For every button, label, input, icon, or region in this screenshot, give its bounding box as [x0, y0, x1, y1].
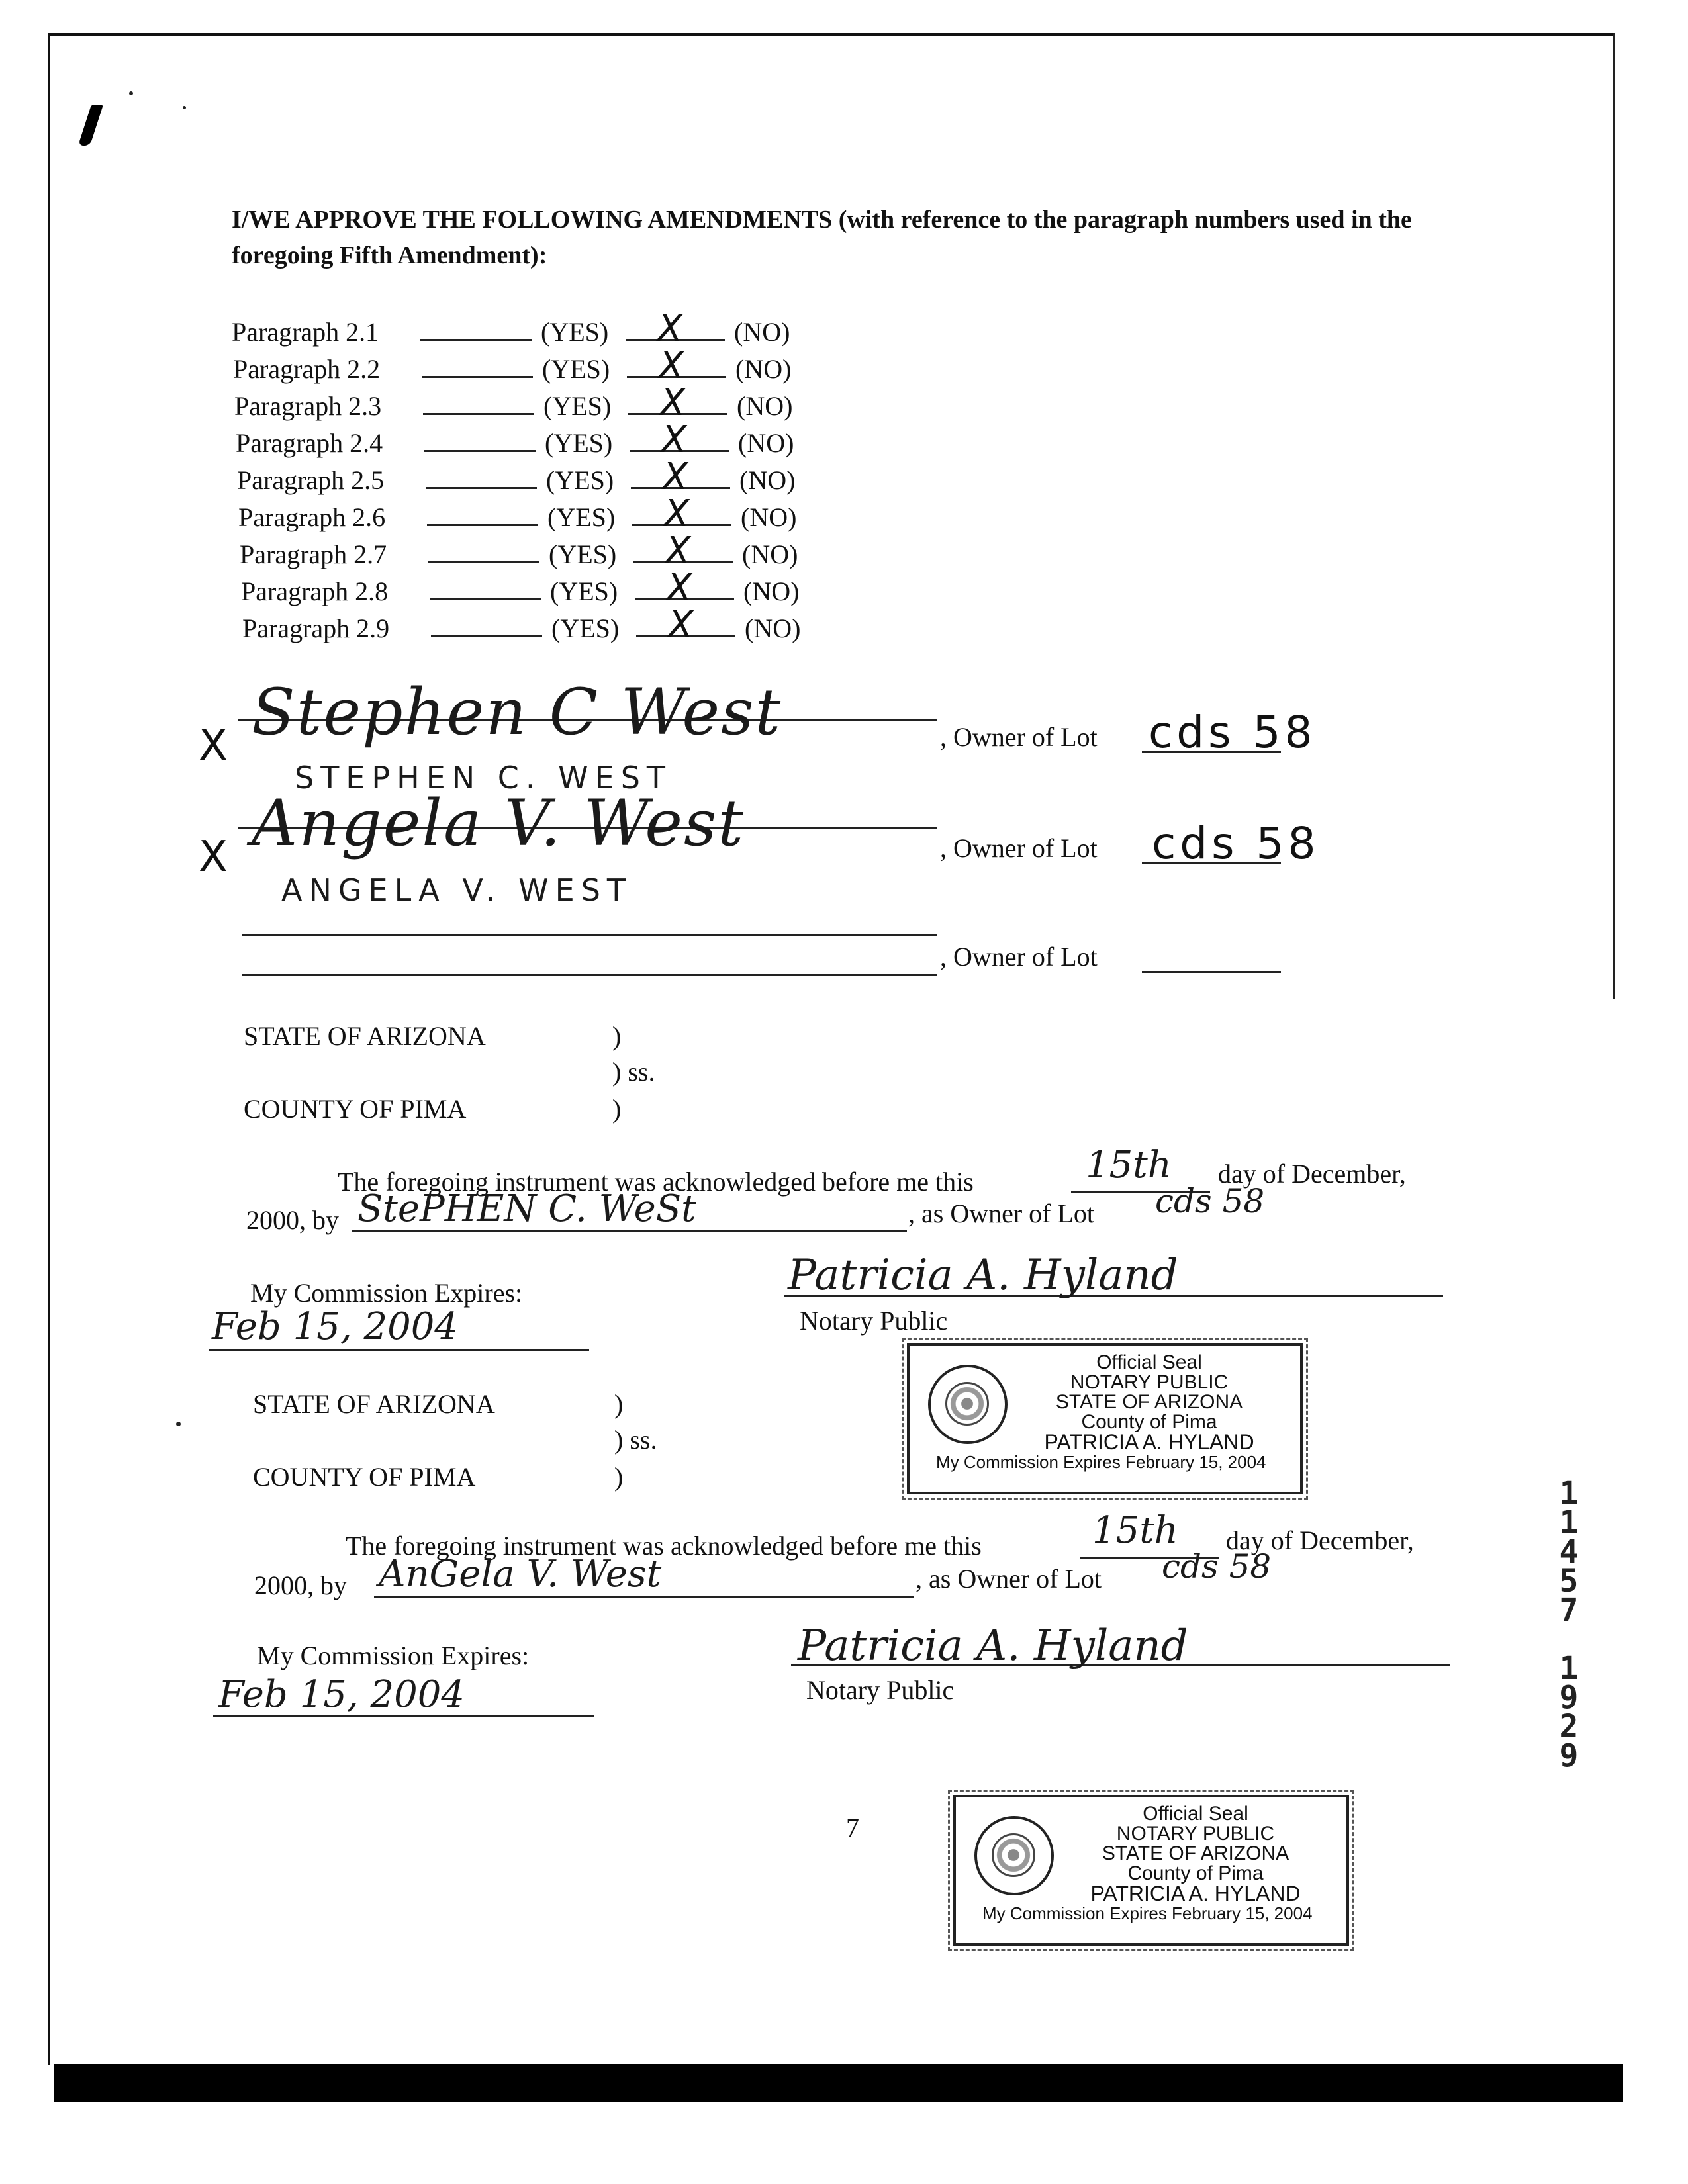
no-label: (NO) — [741, 502, 797, 532]
seal-name: PATRICIA A. HYLAND — [1044, 1430, 1254, 1454]
owner2-printed-name: ANGELA V. WEST — [281, 872, 632, 908]
margin-stamp-digit: 1 — [1559, 1475, 1579, 1512]
ack-as-owner: , as Owner of Lot — [915, 1564, 1102, 1594]
no-checkmark: X — [664, 492, 690, 535]
page-number: 7 — [846, 1813, 859, 1843]
signature-line-3a — [242, 934, 937, 936]
yes-blank — [423, 390, 534, 415]
ack-text: The foregoing instrument was acknowledged before me this — [346, 1531, 982, 1561]
ack2-lot: cds 58 — [1162, 1547, 1272, 1586]
venue-paren: ) — [612, 1094, 622, 1124]
arizona-seal-emblem — [974, 1816, 1054, 1895]
ack1-expires: Feb 15, 2004 — [212, 1305, 458, 1348]
seal-county: County of Pima — [1127, 1862, 1264, 1884]
no-label: (NO) — [743, 576, 800, 606]
notary-seal — [907, 1343, 1303, 1494]
page-border-top — [48, 33, 1615, 36]
seal-county: County of Pima — [1081, 1411, 1217, 1433]
yes-blank — [424, 428, 536, 452]
no-blank — [626, 307, 725, 350]
no-blank — [628, 381, 727, 424]
owner2-lot: cds 58 — [1152, 818, 1320, 869]
paragraph-label: Paragraph 2.4 — [236, 428, 383, 458]
venue-county: COUNTY OF PIMA — [253, 1462, 476, 1492]
scan-speck — [129, 91, 133, 95]
yes-label: (YES) — [549, 539, 617, 569]
yes-label: (YES) — [543, 391, 612, 421]
margin-stamp-digit: 1 — [1559, 1650, 1579, 1687]
venue-ss: ) ss. — [614, 1425, 657, 1455]
no-checkmark: X — [667, 567, 692, 610]
yes-blank — [420, 316, 532, 341]
notary-public-label: Notary Public — [800, 1306, 948, 1336]
page-border-left — [48, 33, 50, 2065]
owner2-signature: Angela V. West — [252, 786, 745, 860]
ack-text: The foregoing instrument was acknowledged before me this — [338, 1167, 974, 1197]
scan-bottom-bar — [54, 2064, 1623, 2102]
yes-blank — [428, 539, 539, 563]
seal-official: Official Seal — [1143, 1803, 1248, 1825]
ack1-notary-signature: Patricia A. Hyland — [788, 1251, 1178, 1300]
no-checkmark: X — [665, 529, 691, 572]
no-checkmark: X — [659, 344, 684, 387]
ack1-day: 15th — [1086, 1144, 1172, 1187]
no-blank — [633, 529, 733, 572]
yes-blank — [431, 613, 542, 637]
ack1-lot: cds 58 — [1155, 1182, 1265, 1220]
signature-line-3b — [242, 974, 937, 976]
scan-speck — [183, 106, 186, 109]
amendments-heading: I/WE APPROVE THE FOLLOWING AMENDMENTS (with reference to the paragraph numbers used in the foregoing Fifth Amendment): — [232, 206, 1412, 269]
margin-stamp-digit: 7 — [1559, 1592, 1579, 1629]
seal-notary: NOTARY PUBLIC — [1116, 1823, 1275, 1844]
yes-blank — [430, 576, 541, 600]
margin-stamp-number — [1556, 1475, 1582, 1774]
owner-of-lot-label: , Owner of Lot — [940, 942, 1098, 972]
yes-blank — [422, 353, 533, 378]
venue-county: COUNTY OF PIMA — [244, 1094, 467, 1124]
seal-expires: My Commission Expires February 15, 2004 — [982, 1903, 1313, 1923]
margin-stamp-digit: 2 — [1559, 1708, 1579, 1745]
notary-seal — [953, 1795, 1349, 1946]
paragraph-vote-row — [233, 344, 792, 390]
margin-stamp-digit: 4 — [1559, 1533, 1579, 1570]
no-blank — [631, 455, 730, 498]
paragraph-vote-row — [234, 381, 793, 428]
notary-public-label: Notary Public — [806, 1675, 955, 1705]
paragraph-label: Paragraph 2.1 — [232, 317, 379, 347]
scan-speck — [176, 1422, 181, 1426]
commission-label: My Commission Expires: — [257, 1641, 530, 1670]
seal-state: STATE OF ARIZONA — [1055, 1391, 1243, 1413]
yes-label: (YES) — [547, 502, 616, 532]
no-blank — [635, 567, 734, 610]
no-label: (NO) — [739, 465, 796, 495]
no-blank — [636, 604, 735, 647]
paragraph-label: Paragraph 2.6 — [238, 502, 386, 532]
expires-blank — [209, 1349, 589, 1351]
ack-month: day of December, — [1218, 1159, 1406, 1189]
commission-label: My Commission Expires: — [250, 1278, 523, 1308]
paragraph-label: Paragraph 2.5 — [237, 465, 385, 495]
yes-label: (YES) — [545, 428, 613, 458]
paragraph-vote-row — [236, 418, 794, 465]
paragraph-label: Paragraph 2.3 — [234, 391, 382, 421]
yes-label: (YES) — [550, 576, 618, 606]
no-label: (NO) — [738, 428, 794, 458]
venue-paren: ) — [612, 1021, 622, 1051]
signature-x-mark: X — [199, 721, 228, 770]
owner1-signature: Stephen C West — [252, 675, 782, 749]
margin-stamp-digit: 9 — [1559, 1679, 1579, 1716]
yes-blank — [427, 502, 538, 526]
paragraph-label: Paragraph 2.7 — [240, 539, 387, 569]
paragraph-vote-row — [242, 604, 801, 650]
ack2-notary-signature: Patricia A. Hyland — [798, 1621, 1188, 1670]
owner-of-lot-label: , Owner of Lot — [940, 833, 1098, 863]
seal-name: PATRICIA A. HYLAND — [1090, 1882, 1301, 1905]
seal-official: Official Seal — [1096, 1351, 1202, 1373]
no-blank — [630, 418, 729, 461]
ack1-by-name: StePHEN C. WeSt — [357, 1187, 696, 1230]
no-checkmark: X — [661, 418, 687, 461]
paragraph-vote-row — [232, 307, 790, 353]
yes-label: (YES) — [541, 317, 609, 347]
paragraph-label: Paragraph 2.8 — [241, 576, 389, 606]
paragraph-vote-row — [238, 492, 797, 539]
ack2-day: 15th — [1092, 1509, 1178, 1552]
scan-blot — [78, 105, 103, 146]
ack2-expires: Feb 15, 2004 — [218, 1673, 465, 1716]
yes-label: (YES) — [542, 354, 610, 384]
venue-paren: ) — [614, 1462, 624, 1492]
paragraph-vote-row — [237, 455, 796, 502]
no-checkmark: X — [663, 455, 688, 498]
owner1-printed-name: STEPHEN C. WEST — [295, 760, 672, 796]
no-checkmark: X — [657, 307, 683, 350]
arizona-seal-emblem — [928, 1365, 1008, 1444]
no-blank — [632, 492, 731, 535]
venue-state: STATE OF ARIZONA — [253, 1389, 495, 1419]
ack-month: day of December, — [1226, 1525, 1414, 1555]
lot-blank-3 — [1142, 971, 1281, 973]
yes-label: (YES) — [551, 614, 620, 643]
ack-as-owner: , as Owner of Lot — [908, 1199, 1095, 1228]
yes-label: (YES) — [546, 465, 614, 495]
venue-state: STATE OF ARIZONA — [244, 1021, 486, 1051]
no-checkmark: X — [660, 381, 686, 424]
paragraph-label: Paragraph 2.9 — [242, 614, 390, 643]
no-checkmark: X — [668, 604, 694, 647]
paragraph-vote-row — [241, 567, 800, 613]
by-name-blank — [374, 1596, 914, 1598]
no-label: (NO) — [737, 391, 793, 421]
seal-state: STATE OF ARIZONA — [1102, 1843, 1289, 1864]
yes-blank — [426, 465, 537, 489]
ack2-by-name: AnGela V. West — [379, 1553, 662, 1596]
venue-ss: ) ss. — [612, 1057, 655, 1087]
seal-expires: My Commission Expires February 15, 2004 — [936, 1452, 1266, 1472]
paragraph-label: Paragraph 2.2 — [233, 354, 381, 384]
margin-stamp-digit: 9 — [1559, 1737, 1579, 1774]
owner1-lot: cds 58 — [1149, 707, 1317, 758]
page-border-right — [1613, 33, 1615, 999]
margin-stamp-digit: 1 — [1559, 1504, 1579, 1541]
margin-stamp-digit: 5 — [1559, 1563, 1579, 1600]
seal-notary: NOTARY PUBLIC — [1070, 1371, 1229, 1393]
no-label: (NO) — [745, 614, 801, 643]
ack-year-by: 2000, by — [254, 1570, 347, 1600]
signature-x-mark: X — [199, 833, 228, 882]
paragraph-vote-row — [240, 529, 798, 576]
no-blank — [627, 344, 726, 387]
no-label: (NO) — [742, 539, 798, 569]
no-label: (NO) — [735, 354, 792, 384]
ack-year-by: 2000, by — [246, 1205, 339, 1235]
no-label: (NO) — [734, 317, 790, 347]
owner-of-lot-label: , Owner of Lot — [940, 722, 1098, 752]
venue-paren: ) — [614, 1389, 624, 1419]
